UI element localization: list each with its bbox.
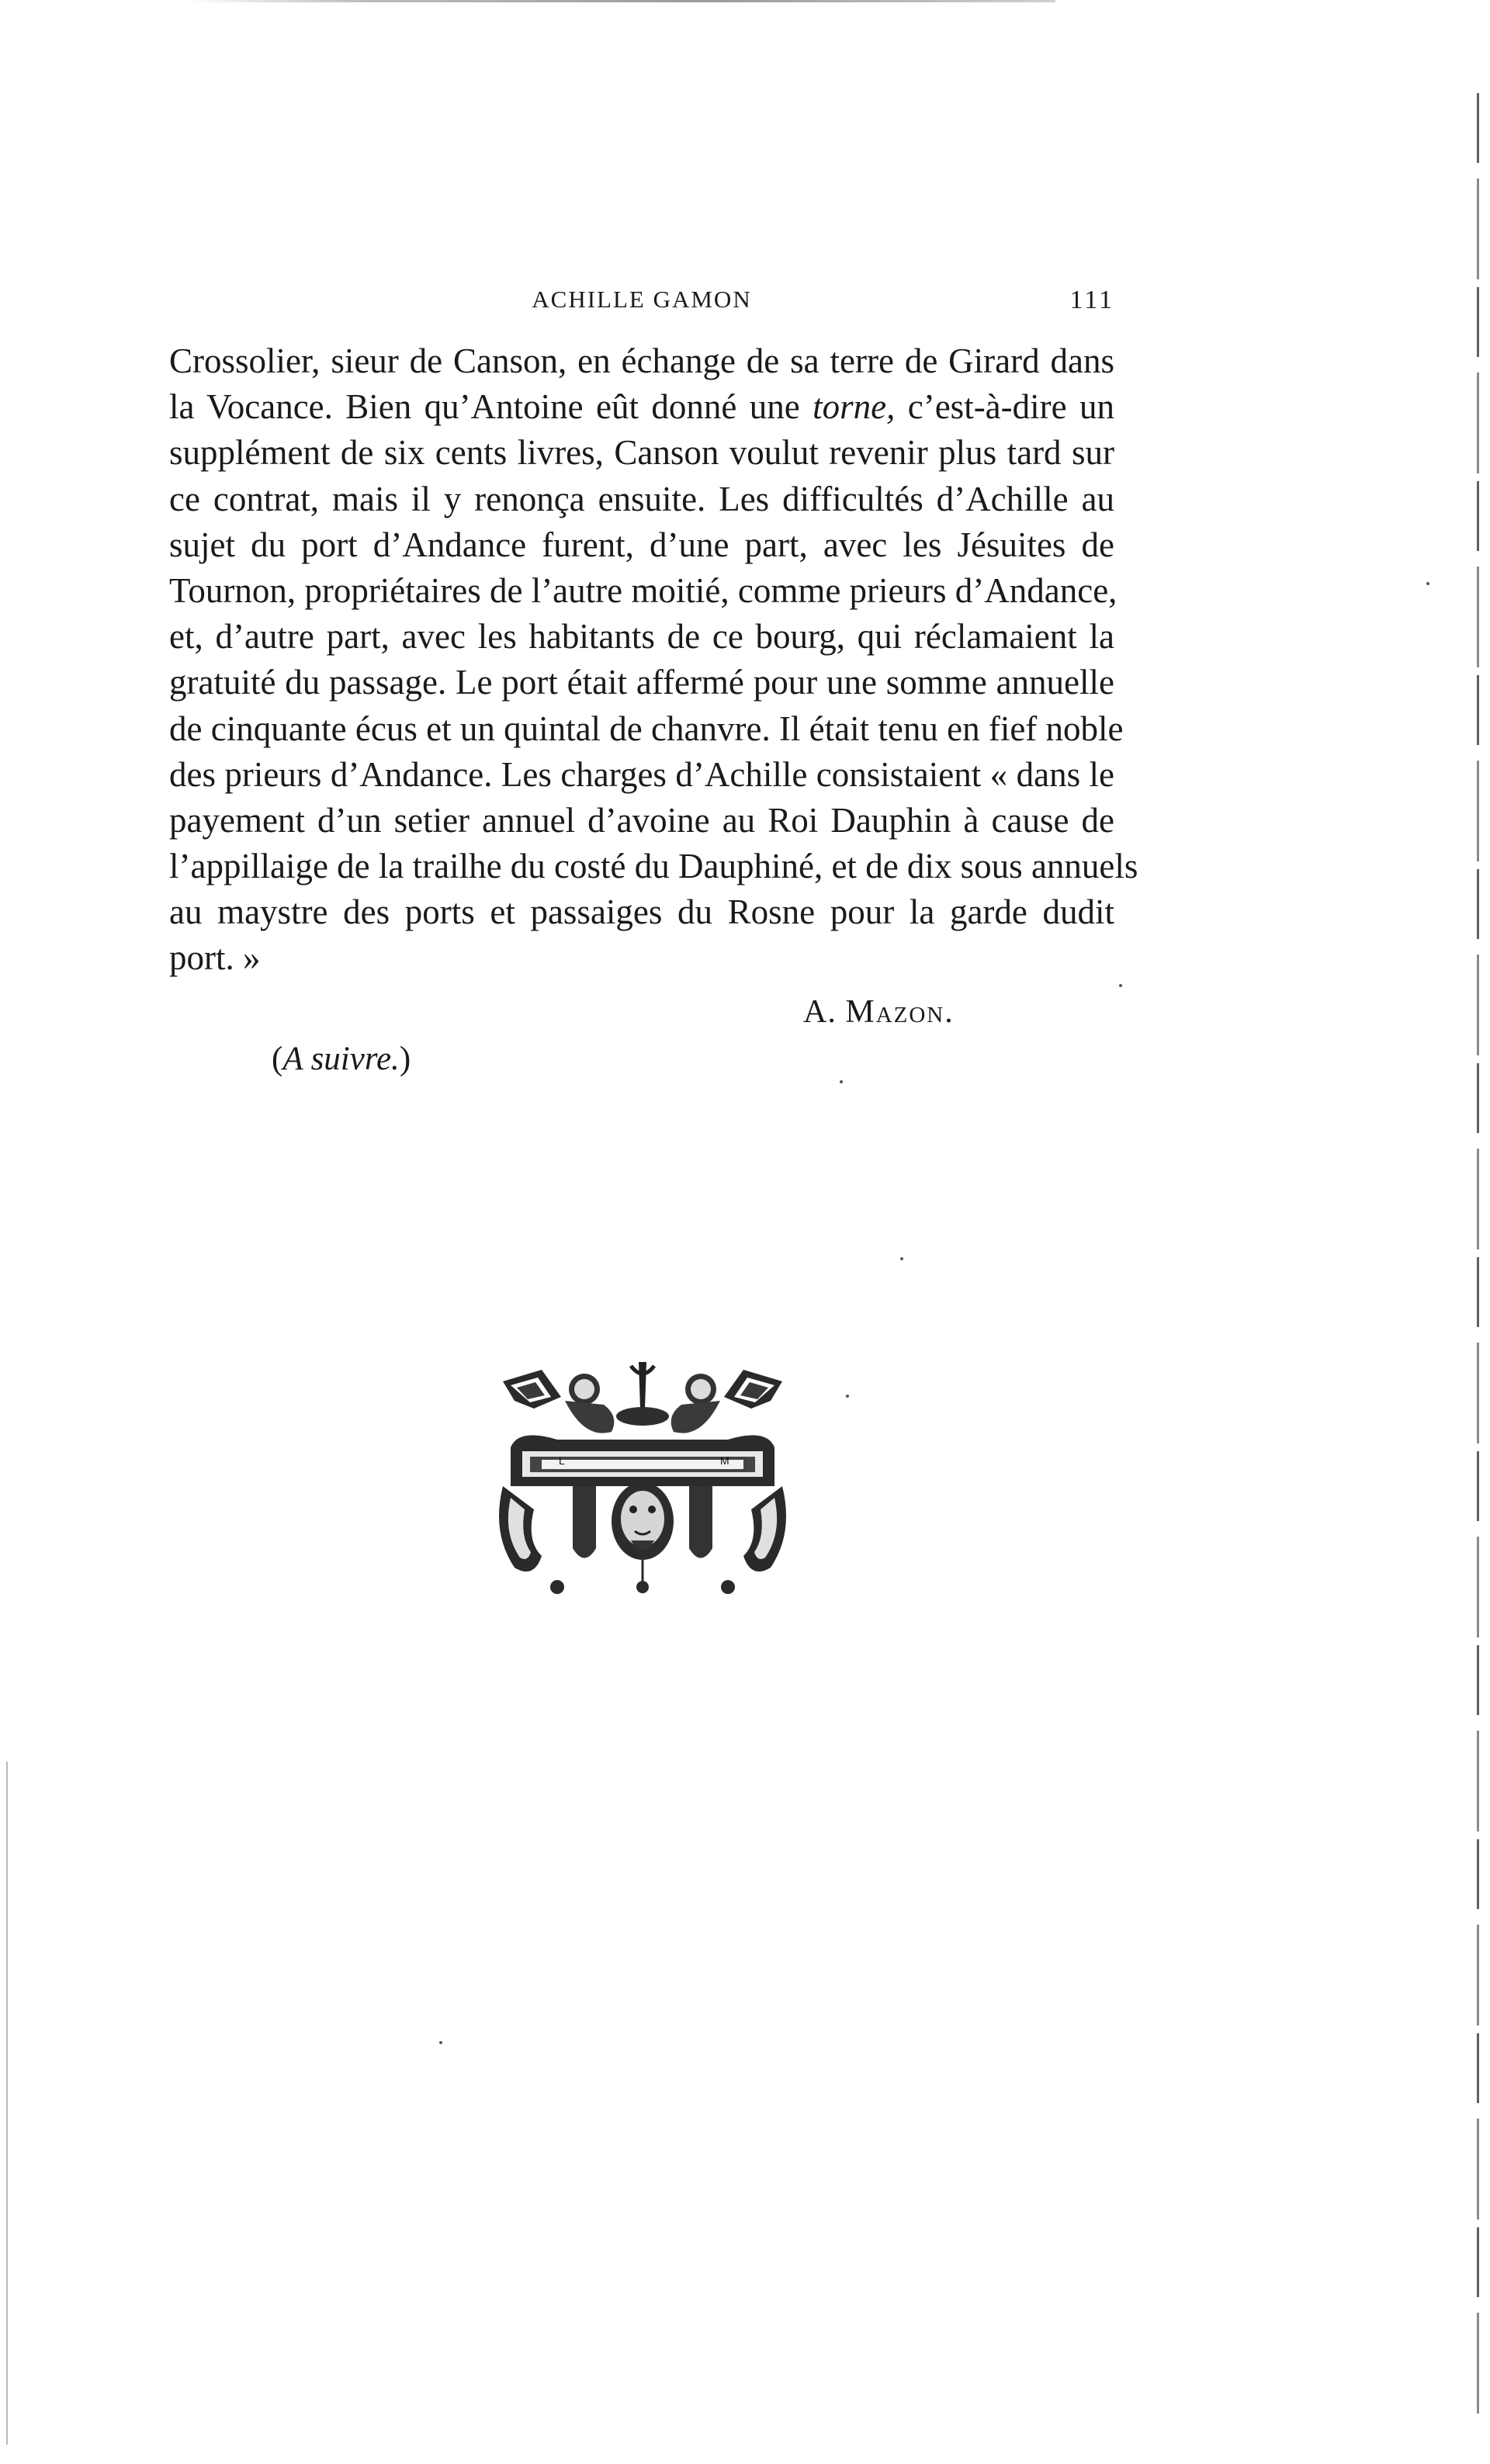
scan-left-edge <box>6 1762 8 2445</box>
page-number: 111 <box>1069 286 1114 314</box>
author-signature <box>803 993 955 1031</box>
scan-speck <box>900 1257 903 1260</box>
text-line: gratuité du passage. Le port était affermé pour une somme annuelle <box>169 663 1114 702</box>
scan-speck <box>1119 984 1122 987</box>
scan-speck <box>1426 582 1429 585</box>
text-line: sujet du port d’Andance furent, d’une part, avec les Jésuites de <box>169 525 1114 564</box>
monogram-left: L <box>559 1454 565 1467</box>
body-paragraph <box>169 338 1138 982</box>
text-line: et, d’autre part, avec les habitants de ce bourg, qui réclamaient la <box>169 617 1114 657</box>
scan-speck <box>439 2041 442 2044</box>
text-line: port. » <box>169 938 261 978</box>
running-head <box>169 286 1114 317</box>
text-line: de cinquante écus et un quintal de chanvre. Il était tenu en fief noble <box>169 709 1124 748</box>
text-line: au maystre des ports et passaiges du Rosne pour la garde dudit <box>169 892 1114 932</box>
scan-speck <box>846 1395 849 1398</box>
text-line: Tournon, propriétaires de l’autre moitié, comme prieurs d’Andance, <box>169 570 1118 610</box>
text-line: des prieurs d’Andance. Les charges d’Achille consistaient « dans le <box>169 754 1114 794</box>
text-line: supplément de six cents livres, Canson voulut revenir plus tard sur <box>169 433 1114 473</box>
scan-binding-edge <box>1477 93 1479 2421</box>
continuation-text: A suivre. <box>282 1041 400 1077</box>
text-line: la Vocance. Bien qu’Antoine eût donné une torne, c’est-à-dire un <box>169 387 1114 427</box>
monogram-right: M <box>720 1454 729 1467</box>
scan-top-rule <box>186 0 1055 2</box>
italic-term: torne, <box>813 387 896 427</box>
vignette-ornament-icon <box>487 1354 798 1610</box>
signature-initial: A. <box>803 994 837 1030</box>
text-line: Crossolier, sieur de Canson, en échange de sa terre de Girard dans <box>169 341 1114 380</box>
signature-surname: Mazon. <box>845 994 955 1030</box>
scan-speck <box>840 1080 843 1083</box>
text-line: payement d’un setier annuel d’avoine au Roi Dauphin à cause de <box>169 800 1114 840</box>
text-line: l’appillaige de la trailhe du costé du Dauphiné, et de dix sous annuels <box>169 847 1138 886</box>
to-be-continued: (A suivre.) <box>272 1041 411 1077</box>
text-line: ce contrat, mais il y renonça ensuite. Les difficultés d’Achille au <box>169 479 1114 518</box>
running-title: ACHILLE GAMON <box>532 286 752 313</box>
